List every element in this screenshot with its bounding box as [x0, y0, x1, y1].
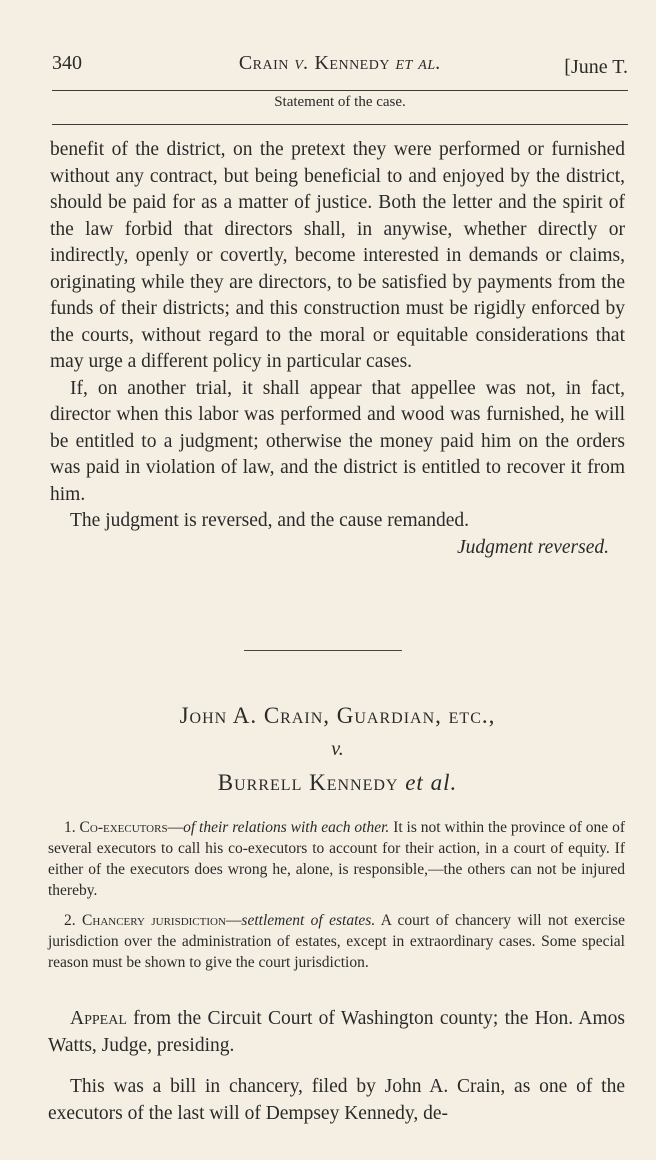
- opinion-paragraph: If, on another trial, it shall appear that appellee was not, in fact, director when this labor was performed and wood was furnished, he will be entitled to a judgment; otherwise the money paid him on the orders was paid in violation of law, and the district is entitled to recover it from him.: [50, 377, 625, 505]
- headnote-lead: Co-executors: [79, 819, 168, 836]
- page-number: 340: [52, 52, 82, 74]
- running-title-plaintiff: Crain: [238, 52, 289, 74]
- running-head: [52, 52, 628, 82]
- case-caption-versus: v.: [331, 738, 344, 760]
- statement-opening: This was a bill in chancery, filed by John A. Crain, as one of the executors of the last will of Dempsey Kennedy, de-: [48, 1076, 625, 1124]
- headnote: 2. Chancery jurisdiction—settlement of estates. A court of chancery will not exercise jurisdiction over the administration of estates, except in extraordinary cases. Some special reason must be shown to give the court jurisdiction.: [48, 912, 625, 971]
- headnote-subject: of their relations with each other.: [183, 819, 390, 836]
- opinion-continuation: [50, 137, 625, 561]
- case-caption-appellant: John A. Crain, Guardian, etc.,: [179, 703, 496, 728]
- running-title: [52, 52, 628, 75]
- appeal-text: from the Circuit Court of Washington county; the Hon. Amos Watts, Judge, presiding.: [48, 1008, 625, 1056]
- running-title-etal: et al.: [395, 52, 442, 74]
- running-title-versus: v.: [294, 52, 309, 74]
- header-rule-top: [52, 90, 628, 91]
- header-rule-bottom: [52, 124, 628, 125]
- section-label: Statement of the case.: [274, 94, 406, 110]
- headnote-subject: settlement of estates.: [241, 912, 376, 929]
- headnote: 1. Co-executors—of their relations with each other. It is not within the province of one of several executors to call his co-executors to account for their action, in a court of equity. If either of the executors does wrong he, alone, is responsible,—the others can not be injured thereby.: [48, 819, 625, 899]
- opinion-paragraph: The judgment is reversed, and the cause remanded.: [70, 510, 470, 531]
- headnote-number: 2.: [64, 912, 76, 929]
- headnote-text: It is not within the province of one of several executors to call his co-executors to account for their action, in a court of equity. If either of the executors does wrong he, alone, is responsible,—the others can not be injured thereby.: [48, 819, 625, 899]
- appeal-statement: [48, 1006, 625, 1059]
- term-label: [June T.: [564, 56, 628, 78]
- headnote-text: A court of chancery will not exercise jurisdiction over the administration of estates, except in extraordinary cases. Some special reason must be shown to give the court jurisdiction.: [48, 912, 625, 971]
- case-caption-appellee: [50, 770, 625, 796]
- judgment-label: Judgment reversed.: [457, 536, 609, 558]
- opinion-paragraph: benefit of the district, on the pretext they were performed or furnished without any contract, but being beneficial to and enjoyed by the district, should be paid for as a matter of justice. Both the letter and the spirit of the law forbid that directors shall, in anywise, whether directly or indirectly, openly or covertly, become interested in demands or claims, originating while they are directors, to be satisfied by payments from the funds of their districts; and this construction must be rigidly enforced by the courts, without regard to the moral or equitable considerations that may urge a different policy in particular cases.: [50, 139, 625, 372]
- appeal-lead: Appeal: [70, 1008, 127, 1029]
- headnote-number: 1.: [64, 819, 76, 836]
- appellee-etal: et al.: [405, 770, 458, 795]
- headnotes: [48, 817, 625, 982]
- running-title-defendant: Kennedy: [314, 52, 390, 74]
- headnote-lead: Chancery jurisdiction: [82, 912, 226, 929]
- appellee-name: Burrell Kennedy: [217, 770, 399, 795]
- case-divider: [244, 650, 402, 651]
